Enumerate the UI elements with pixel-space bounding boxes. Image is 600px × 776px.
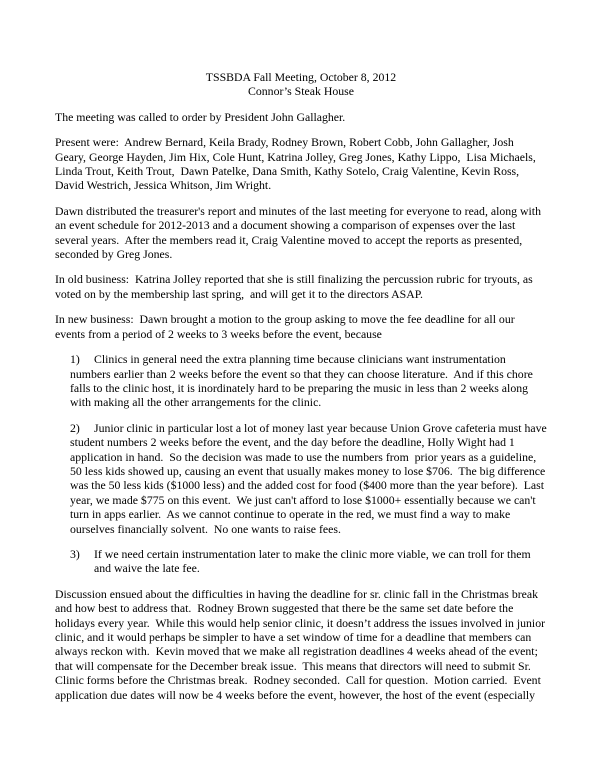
- paragraph-discussion: Discussion ensued about the difficulties in having the deadline for sr. clinic fall in the Christmas break and how best to address that. Rodney Brown suggested that there be the same set date before the holidays every year. While this would help senior clinic, it doesn’t address the issues involved in junior clinic, and it would perhaps be simpler to have a set window of time for a deadline that members can always reckon with. Kevin moved that we make all registration deadlines 4 weeks ahead of the event; that will compensate for the December break issue. This means that directors will need to submit Sr. Clinic forms before the Christmas break. Rodney seconded. Call for question. Motion carried. Event application due dates will now be 4 weeks before the event, however, the host of the event (especially: [55, 586, 548, 702]
- list-item-text: Clinics in general need the extra planning time because clinicians want instrumentation numbers earlier than 2 weeks before the event so that they can choose literature. And if this chore falls to the clinic host, it is inordinately hard to be preparing the music in less than 2 weeks along with making all the other arrangements for the clinic.: [70, 352, 536, 410]
- list-item-number: 3): [70, 546, 80, 561]
- list-item-1: [70, 352, 547, 410]
- list-item-3: [70, 547, 547, 576]
- list-item-number: 1): [70, 352, 80, 367]
- list-item-number: 2): [70, 420, 80, 435]
- document-header: [55, 70, 547, 99]
- paragraph-treasurers-report: Dawn distributed the treasurer's report and minutes of the last meeting for everyone to read, along with an event schedule for 2012-2013 and a document showing a comparison of expenses over the last several years. After the members read it, Craig Valentine moved to accept the reports as presented, seconded by Greg Jones.: [55, 203, 544, 262]
- meeting-location: Connor’s Steak House: [248, 84, 354, 99]
- paragraph-old-business: In old business: Katrina Jolley reported that she is still finalizing the percussion rubric for tryouts, as voted on by the membership last spring, and will get it to the directors ASAP.: [55, 272, 536, 301]
- list-item-text: If we need certain instrumentation later to make the clinic more viable, we can troll for them and waive the late fee.: [94, 546, 534, 576]
- paragraph-attendees: Present were: Andrew Bernard, Keila Brady, Rodney Brown, Robert Cobb, John Gallagher, Josh Geary, George Hayden, Jim Hix, Cole Hunt, Katrina Jolley, Greg Jones, Kathy Lippo, Lisa Michaels, Linda Trout, Keith Trout, Dawn Patelke, Dana Smith, Kathy Sotelo, Craig Valentine, Kevin Ross, David Westrich, Jessica Whitson, Jim Wright.: [55, 135, 539, 193]
- list-item-text: Junior clinic in particular lost a lot of money last year because Union Grove cafeteria must have student numbers 2 weeks before the event, and the day before the deadline, Holly Wight had 1 application in hand. So the decision was made to use the numbers from prior years as a guideline, 50 less kids showed up, causing an event that usually makes money to lose $706. The big difference was the 50 less kids ($1000 less) and the added cost for food ($400 more than the year before). Last year, we made $775 on this event. We just can't afford to lose $1000+ essentially because we can't turn in apps earlier. As we cannot continue to operate in the red, we must find a way to make ourselves financially solvent. No one wants to raise fees.: [70, 420, 550, 536]
- numbered-list: [55, 352, 550, 576]
- paragraph-new-business: In new business: Dawn brought a motion to the group asking to move the fee deadline for all our events from a period of 2 weeks to 3 weeks before the event, because: [55, 312, 518, 341]
- meeting-title: TSSBDA Fall Meeting, October 8, 2012: [205, 70, 397, 84]
- list-item-2: [70, 420, 550, 536]
- paragraph-call-to-order: The meeting was called to order by President John Gallagher.: [55, 109, 346, 124]
